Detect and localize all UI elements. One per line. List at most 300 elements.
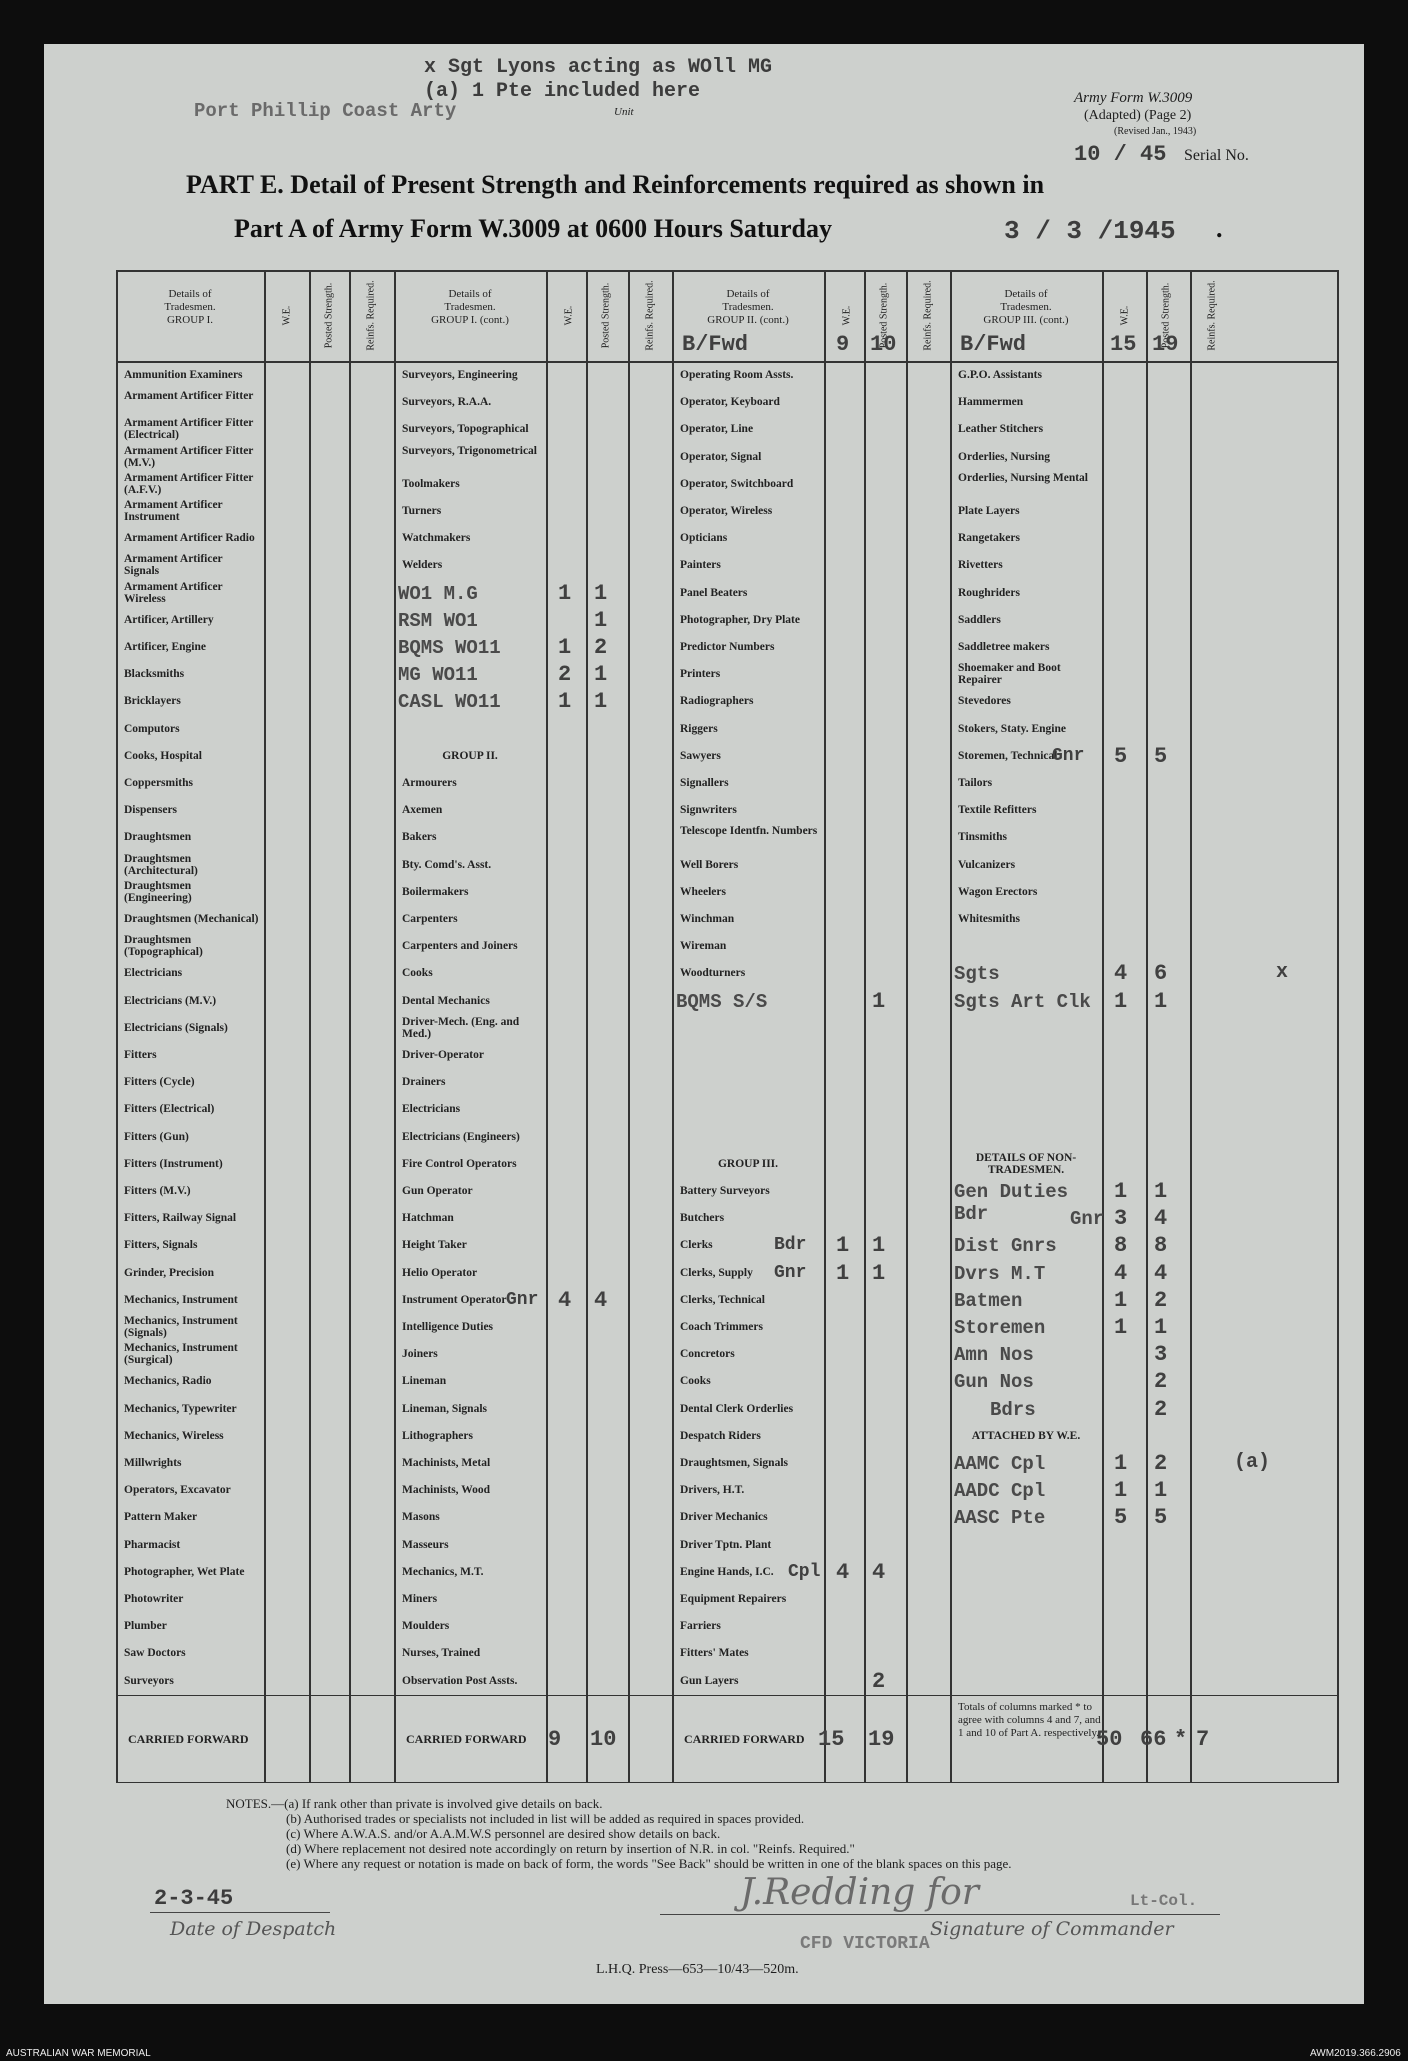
we-value: 5 xyxy=(1114,1505,1128,1531)
we-value: 4 xyxy=(558,1287,572,1313)
title-line-1: PART E. Detail of Present Strength and Reinforcements required as shown in xyxy=(186,170,1045,199)
row-label-g2: Gun Operator xyxy=(402,1185,473,1197)
note-d: (d) Where replacement not desired note accordingly on return by insertion of N.R. in col. "Reinfs. Required." xyxy=(286,1841,855,1856)
row-label-g4: Tailors xyxy=(958,777,993,789)
row-label-g2: Lineman xyxy=(402,1375,447,1388)
row-label-g1: Draughtsmen xyxy=(124,831,192,844)
row-label-g2: CASL WO11 xyxy=(398,691,501,714)
rank-mark: Gnr xyxy=(1052,745,1085,766)
column-header-we: W.E. xyxy=(281,305,292,326)
row-label-g4: Stokers, Staty. Engine xyxy=(958,722,1066,735)
row-label-g3: Telescope Identfn. Numbers xyxy=(680,825,818,838)
row-label-g3: Butchers xyxy=(680,1212,725,1225)
table-top-border xyxy=(116,270,1338,272)
row-label-g2: Mechanics, M.T. xyxy=(402,1565,484,1578)
row-label-g1: Operators, Excavator xyxy=(124,1484,231,1497)
row-label-g2: Toolmakers xyxy=(402,477,460,490)
table-header-border xyxy=(116,361,1338,363)
row-label-g4: AAMC Cpl xyxy=(954,1453,1046,1475)
row-label-g3: Winchman xyxy=(680,913,735,925)
row-label-g3: Driver Mechanics xyxy=(680,1511,768,1524)
row-label-g3: Clerks, Technical xyxy=(680,1293,765,1306)
carried-forward-label-g1: CARRIED FORWARD xyxy=(128,1731,249,1746)
row-label-g2: Watchmakers xyxy=(402,532,471,545)
posted-value: 1 xyxy=(1154,1478,1168,1504)
row-label-g4: Wagon Erectors xyxy=(958,885,1038,898)
sgts-mark: x xyxy=(1276,961,1289,985)
row-label-g3: Operator, Wireless xyxy=(680,505,773,517)
posted-value: 2 xyxy=(1154,1396,1168,1422)
we-value: 3 xyxy=(1114,1206,1128,1232)
posted-value: 4 xyxy=(1154,1260,1168,1286)
column-divider xyxy=(672,270,674,1783)
row-label-g1: Bricklayers xyxy=(124,695,181,708)
note-e: (e) Where any request or notation is made on back of form, the words "See Back" should be written in one of the blank spaces on this page. xyxy=(286,1856,1012,1871)
strength-table xyxy=(116,270,1338,1783)
row-label-g4: Rangetakers xyxy=(958,532,1020,545)
row-label-g4: G.P.O. Assistants xyxy=(958,369,1042,381)
column-header-details: Details of Tradesmen. GROUP I. xyxy=(164,288,216,326)
totals-value: 7 xyxy=(1196,1726,1210,1752)
row-label-g1: Mechanics, Instrument (Signals) xyxy=(124,1315,238,1339)
row-label-g2: Nurses, Trained xyxy=(402,1647,481,1660)
column-header-reinfs: Reinfs. Required. xyxy=(922,280,934,351)
bfwd-label-g2: B/Fwd xyxy=(682,332,749,357)
posted-value: 1 xyxy=(1154,1179,1168,1204)
row-label-g3: Signallers xyxy=(680,777,729,789)
despatch-label: Date of Despatch xyxy=(170,1918,337,1940)
row-label-g4: Roughriders xyxy=(958,586,1020,599)
row-label-g3: Dental Clerk Orderlies xyxy=(680,1402,794,1415)
column-header-we: W.E. xyxy=(563,305,574,326)
row-label-g1: Pattern Maker xyxy=(124,1511,198,1524)
row-label-g3: Operator, Switchboard xyxy=(680,477,794,490)
posted-value: 1 xyxy=(872,1233,886,1259)
row-label-g1: Artificer, Artillery xyxy=(124,613,214,626)
row-label-g3: Operating Room Assts. xyxy=(680,369,794,381)
row-label-g4: Stevedores xyxy=(958,695,1011,708)
row-label-g3: Operator, Signal xyxy=(680,450,762,463)
totals-note: Totals of columns marked * to agree with columns 4 and 7, and 1 and 10 of Part A. respectively. xyxy=(958,1700,1101,1739)
despatch-date: 2-3-45 xyxy=(154,1886,234,1911)
row-label-g1: Fitters (Cycle) xyxy=(124,1076,195,1089)
column-header-reinfs: Reinfs. Required. xyxy=(1206,280,1218,351)
row-label-g1: Artificer, Engine xyxy=(124,641,206,653)
rank-mark: Gnr xyxy=(506,1289,539,1310)
bfwd-we-g3: 15 xyxy=(1110,332,1137,357)
title-end: . xyxy=(1216,214,1223,243)
posted-value: 2 xyxy=(1154,1287,1168,1313)
row-label-g1: Dispensers xyxy=(124,804,178,817)
we-value: 4 xyxy=(1114,1260,1128,1286)
row-label-g4: Gnr xyxy=(1070,1208,1105,1231)
row-label-g4: Sgts Art Clk xyxy=(954,990,1091,1013)
column-divider xyxy=(264,270,266,1783)
row-label-g3: Clerks xyxy=(680,1239,713,1252)
row-label-g1: Mechanics, Instrument (Surgical) xyxy=(124,1342,238,1367)
we-value: 1 xyxy=(1114,1179,1128,1204)
carried-forward-value: 15 xyxy=(818,1726,845,1752)
row-label-g3: Woodturners xyxy=(680,967,746,980)
row-label-g3: Photographer, Dry Plate xyxy=(680,613,800,626)
column-divider xyxy=(1102,270,1104,1783)
row-label-g4: Leather Stitchers xyxy=(958,423,1044,436)
posted-value: 4 xyxy=(1154,1206,1168,1232)
posted-value: 1 xyxy=(594,689,608,715)
posted-value: 8 xyxy=(1154,1233,1168,1259)
we-value: 1 xyxy=(558,689,572,715)
row-label-g3: Coach Trimmers xyxy=(680,1321,763,1333)
row-label-g2: Drainers xyxy=(402,1076,446,1089)
posted-value: 5 xyxy=(1154,743,1168,769)
row-label-g2: MG WO11 xyxy=(398,664,478,687)
posted-value: 1 xyxy=(872,1260,886,1286)
row-label-g1: Saw Doctors xyxy=(124,1647,186,1660)
we-value: 8 xyxy=(1114,1233,1128,1259)
row-label-g3: Drivers, H.T. xyxy=(680,1484,745,1497)
row-label-g3: Battery Surveyors xyxy=(680,1185,770,1197)
press-line: L.H.Q. Press—653—10/43—520m. xyxy=(596,1962,799,1977)
row-label-g4: Hammermen xyxy=(958,396,1024,409)
we-value: 1 xyxy=(1114,1478,1128,1504)
row-label-g1: Blacksmiths xyxy=(124,668,185,681)
row-label-g2: Bty. Comd's. Asst. xyxy=(402,858,492,871)
column-header-we: W.E. xyxy=(1119,305,1130,326)
row-label-g1: Armament Artificer Fitter xyxy=(124,390,254,403)
row-label-g1: Armament Artificer Fitter (A.F.V.) xyxy=(124,471,254,496)
row-label-g3: Clerks, Supply xyxy=(680,1266,753,1279)
carried-forward-label-g2: CARRIED FORWARD xyxy=(406,1731,527,1746)
row-label-g1: Fitters, Railway Signal xyxy=(124,1212,237,1225)
posted-value: 1 xyxy=(594,662,608,688)
row-label-g3: Panel Beaters xyxy=(680,586,748,599)
row-label-g4: Dist Gnrs xyxy=(954,1235,1057,1258)
column-header-reinfs: Reinfs. Required. xyxy=(644,280,656,351)
column-header-posted: Posted Strength. xyxy=(600,282,612,349)
column-divider xyxy=(628,270,630,1783)
row-label-g3: Riggers xyxy=(680,722,718,735)
posted-value: 1 xyxy=(1154,1315,1168,1340)
row-label-g4: Textile Refitters xyxy=(958,804,1037,817)
posted-value: 2 xyxy=(872,1668,886,1694)
row-label-g3: Operator, Keyboard xyxy=(680,396,780,409)
typed-note-2: (a) 1 Pte included here xyxy=(424,80,701,103)
row-label-g2: GROUP II. xyxy=(442,749,498,762)
row-label-g1: Millwrights xyxy=(124,1457,182,1469)
rank-mark: Bdr xyxy=(774,1235,807,1256)
row-label-g2: Masons xyxy=(402,1511,440,1524)
row-label-g2: Armourers xyxy=(402,777,457,789)
row-label-g1: Pharmacist xyxy=(124,1538,181,1551)
row-label-g3: Operator, Line xyxy=(680,423,754,436)
totals-value: 50 xyxy=(1096,1726,1123,1752)
row-label-g3: BQMS S/S xyxy=(676,990,768,1013)
row-label-g4: Bdrs xyxy=(990,1398,1036,1421)
row-label-g2: Turners xyxy=(402,505,442,517)
table-bottom-border xyxy=(116,1782,1338,1784)
row-label-g4: Gun Nos xyxy=(954,1371,1034,1394)
row-label-g1: Ammunition Examiners xyxy=(124,369,243,381)
row-label-g2: WO1 M.G xyxy=(398,582,478,605)
row-label-g3: Draughtsmen, Signals xyxy=(680,1457,788,1469)
row-label-g3: Driver Tptn. Plant xyxy=(680,1538,772,1551)
we-value: 1 xyxy=(836,1233,850,1259)
carried-forward-label-g3: CARRIED FORWARD xyxy=(684,1731,805,1746)
posted-value: 1 xyxy=(872,988,886,1014)
row-label-g2: Bakers xyxy=(402,831,437,844)
posted-value: 3 xyxy=(1154,1342,1168,1368)
row-label-g1: Armament Artificer Fitter (Electrical) xyxy=(124,417,254,442)
row-label-g1: Photographer, Wet Plate xyxy=(124,1565,245,1578)
posted-value: 4 xyxy=(594,1287,608,1313)
posted-value: 1 xyxy=(594,580,608,606)
row-label-g4: Whitesmiths xyxy=(958,913,1020,925)
row-label-g2: Observation Post Assts. xyxy=(402,1674,518,1687)
title-line-2: Part A of Army Form W.3009 at 0600 Hours Saturday xyxy=(234,214,832,243)
row-label-g1: Draughtsmen (Engineering) xyxy=(124,879,192,904)
row-label-g1: Grinder, Precision xyxy=(124,1266,215,1279)
row-label-g2: Carpenters and Joiners xyxy=(402,940,518,953)
row-label-g4: Sgts xyxy=(954,963,1000,986)
row-label-g1: Electricians xyxy=(124,967,183,980)
row-label-g2: Height Taker xyxy=(402,1239,467,1252)
footer-left: AUSTRALIAN WAR MEMORIAL xyxy=(6,2048,151,2059)
row-label-g2: Carpenters xyxy=(402,913,458,925)
row-label-g4: Dvrs M.T xyxy=(954,1262,1046,1285)
row-label-g1: Draughtsmen (Topographical) xyxy=(124,934,203,959)
table-cf-border xyxy=(116,1695,1338,1697)
row-label-g3: Well Borers xyxy=(680,858,739,871)
row-label-g1: Photowriter xyxy=(124,1593,184,1605)
row-label-g1: Mechanics, Wireless xyxy=(124,1429,224,1442)
column-divider xyxy=(309,270,311,1783)
posted-value: 2 xyxy=(1154,1451,1168,1476)
signature-label: Signature of Commander xyxy=(930,1918,1174,1940)
row-label-g1: Coppersmiths xyxy=(124,777,194,789)
column-divider xyxy=(586,270,588,1783)
row-label-g2: Driver-Operator xyxy=(402,1049,484,1061)
row-label-g1: Electricians (Signals) xyxy=(124,1021,228,1034)
row-label-g2: Lineman, Signals xyxy=(402,1402,487,1415)
signature-stamp: CFD VICTORIA xyxy=(800,1934,930,1954)
row-label-g1: Mechanics, Radio xyxy=(124,1375,212,1388)
table-right-border xyxy=(1337,270,1339,1783)
row-label-g4: Storemen xyxy=(954,1317,1046,1339)
carried-forward-value: 19 xyxy=(868,1726,895,1752)
row-label-g3: Signwriters xyxy=(680,804,737,817)
row-label-g1: Fitters (Gun) xyxy=(124,1130,189,1143)
footer-right: AWM2019.366.2906 xyxy=(1310,2048,1401,2059)
row-label-g1: Fitters (Electrical) xyxy=(124,1103,215,1116)
column-divider xyxy=(864,270,866,1783)
row-label-g2: Lithographers xyxy=(402,1429,473,1442)
row-label-g3: Wireman xyxy=(680,940,727,953)
row-label-g4: Plate Layers xyxy=(958,505,1020,517)
row-label-g1: Plumber xyxy=(124,1620,167,1633)
column-divider xyxy=(906,270,908,1783)
we-value: 2 xyxy=(558,662,572,688)
row-label-g1: Mechanics, Instrument xyxy=(124,1293,238,1306)
row-label-g2: Electricians xyxy=(402,1103,461,1116)
column-header-details: Details of Tradesmen. GROUP II. (cont.) xyxy=(707,288,789,326)
carried-forward-value: 10 xyxy=(590,1726,617,1752)
row-label-g1: Electricians (M.V.) xyxy=(124,994,217,1007)
row-label-g1: Fitters (M.V.) xyxy=(124,1185,191,1197)
row-label-g1: Fitters (Instrument) xyxy=(124,1157,223,1170)
column-header-posted: Posted Strength. xyxy=(1160,282,1172,349)
row-label-g2: Hatchman xyxy=(402,1212,454,1225)
row-label-g3: Farriers xyxy=(680,1620,721,1633)
row-label-g2: Moulders xyxy=(402,1620,450,1633)
column-header-reinfs: Reinfs. Required. xyxy=(365,280,377,351)
signature-scrawl: J.Redding for xyxy=(740,1872,979,1913)
row-label-g3: Despatch Riders xyxy=(680,1429,761,1442)
row-label-g2: Instrument Operator xyxy=(402,1293,507,1306)
serial-label: Serial No. xyxy=(1184,147,1249,164)
we-value: 1 xyxy=(836,1260,850,1286)
row-label-g2: Intelligence Duties xyxy=(402,1321,494,1333)
row-label-g2: Machinists, Wood xyxy=(402,1484,490,1497)
note-b: (b) Authorised trades or specialists not included in list will be added as required in spaces provided. xyxy=(286,1811,805,1826)
row-label-g2: BQMS WO11 xyxy=(398,637,501,659)
we-value: 1 xyxy=(558,580,572,606)
we-value: 1 xyxy=(1114,988,1128,1014)
row-label-g1: Armament Artificer Instrument xyxy=(124,499,223,523)
column-header-we: W.E. xyxy=(841,305,852,326)
row-label-g3: Predictor Numbers xyxy=(680,641,775,653)
row-label-g2: Fire Control Operators xyxy=(402,1157,517,1170)
row-label-g1: Mechanics, Typewriter xyxy=(124,1402,237,1415)
totals-value: * xyxy=(1174,1726,1188,1752)
row-label-g2: RSM WO1 xyxy=(398,609,478,632)
column-header-posted: Posted Strength. xyxy=(323,282,335,349)
row-label-g4: ATTACHED BY W.E. xyxy=(971,1429,1081,1442)
row-label-g1: Fitters, Signals xyxy=(124,1239,198,1252)
row-label-g3: Concretors xyxy=(680,1348,735,1361)
note-c: (c) Where A.W.A.S. and/or A.A.M.W.S personnel are desired show details on back. xyxy=(286,1826,721,1841)
despatch-line xyxy=(150,1912,330,1913)
posted-value: 4 xyxy=(872,1559,886,1585)
row-label-g2: Machinists, Metal xyxy=(402,1457,491,1469)
row-label-g2: Cooks xyxy=(402,967,433,980)
row-label-g4: DETAILS OF NON-TRADESMEN. xyxy=(975,1151,1077,1176)
column-header-details: Details of Tradesmen. GROUP III. (cont.) xyxy=(983,288,1069,326)
row-label-g4: AADC Cpl xyxy=(954,1480,1046,1503)
bfwd-posted-g2: 10 xyxy=(870,332,897,357)
row-label-g2: Masseurs xyxy=(402,1538,449,1551)
column-divider xyxy=(1190,270,1192,1783)
posted-value: 6 xyxy=(1154,961,1168,987)
row-label-g2: Surveyors, R.A.A. xyxy=(402,396,492,409)
column-divider xyxy=(824,270,826,1783)
posted-value: 2 xyxy=(594,635,608,660)
row-label-g1: Armament Artificer Wireless xyxy=(124,580,223,605)
row-label-g2: Electricians (Engineers) xyxy=(402,1130,520,1143)
row-label-g4: Batmen xyxy=(954,1289,1023,1312)
row-label-g3: Fitters' Mates xyxy=(680,1647,749,1660)
column-divider xyxy=(1146,270,1148,1783)
bfwd-label-g3: B/Fwd xyxy=(960,332,1027,357)
row-label-g3: Cooks xyxy=(680,1375,711,1388)
row-label-g2: Axemen xyxy=(402,804,443,817)
row-label-g1: Draughtsmen (Architectural) xyxy=(124,852,198,877)
row-label-g2: Surveyors, Trigonometrical xyxy=(402,444,537,457)
row-label-g3: Engine Hands, I.C. xyxy=(680,1565,774,1578)
column-divider xyxy=(950,270,952,1783)
signature-rank: Lt-Col. xyxy=(1130,1892,1198,1910)
row-label-g1: Armament Artificer Radio xyxy=(124,532,255,545)
posted-value: 5 xyxy=(1154,1505,1168,1531)
serial-value: 10 / 45 xyxy=(1074,142,1167,167)
form-adapted: (Adapted) (Page 2) xyxy=(1084,108,1192,123)
attached-mark: (a) xyxy=(1234,1451,1271,1474)
row-label-g4: Saddletree makers xyxy=(958,641,1050,653)
rank-mark: Gnr xyxy=(774,1262,807,1283)
row-label-g4: Shoemaker and Boot Repairer xyxy=(958,662,1061,687)
signature-line xyxy=(660,1914,1220,1915)
column-divider xyxy=(394,270,396,1783)
bfwd-we-g2: 9 xyxy=(836,332,850,357)
row-label-g3: Radiographers xyxy=(680,695,754,708)
row-label-g2: Boilermakers xyxy=(402,885,469,898)
posted-value: 1 xyxy=(594,607,608,633)
row-label-g3: Painters xyxy=(680,559,721,572)
row-label-g3: Sawyers xyxy=(680,749,721,762)
row-label-g2: Joiners xyxy=(402,1348,438,1361)
column-header-details: Details of Tradesmen. GROUP I. (cont.) xyxy=(431,288,509,326)
we-value: 1 xyxy=(1114,1315,1128,1340)
unit-name: Port Phillip Coast Arty xyxy=(194,100,457,122)
we-value: 1 xyxy=(1114,1287,1128,1313)
posted-value: 1 xyxy=(1154,988,1168,1014)
row-label-g2: Surveyors, Engineering xyxy=(402,369,518,381)
column-divider xyxy=(349,270,351,1783)
row-label-g1: Computors xyxy=(124,722,180,735)
row-label-g3: GROUP III. xyxy=(717,1157,779,1170)
row-label-g3: Printers xyxy=(680,668,721,681)
table-left-border xyxy=(116,270,118,1783)
row-label-g1: Surveyors xyxy=(124,1674,174,1687)
we-value: 1 xyxy=(1114,1451,1128,1476)
row-label-g4: Gen Duties Bdr xyxy=(954,1181,1069,1225)
unit-label: Unit xyxy=(614,106,634,118)
rank-mark: Cpl xyxy=(788,1561,821,1582)
typed-note-1: x Sgt Lyons acting as WOll MG xyxy=(424,56,773,79)
row-label-g4: Amn Nos xyxy=(954,1344,1034,1367)
carried-forward-value: 9 xyxy=(548,1726,562,1752)
row-label-g2: Dental Mechanics xyxy=(402,994,490,1007)
we-value: 4 xyxy=(836,1559,850,1585)
row-label-g4: Orderlies, Nursing xyxy=(958,450,1050,463)
row-label-g1: Draughtsmen (Mechanical) xyxy=(124,913,259,925)
row-label-g1: Cooks, Hospital xyxy=(124,749,202,762)
row-label-g4: Tinsmiths xyxy=(958,831,1008,844)
totals-value: 66 xyxy=(1140,1726,1167,1752)
row-label-g1: Armament Artificer Signals xyxy=(124,553,223,578)
row-label-g2: Helio Operator xyxy=(402,1266,478,1279)
row-label-g4: AASC Pte xyxy=(954,1507,1046,1530)
we-value: 5 xyxy=(1114,743,1128,769)
form-revised: (Revised Jan., 1943) xyxy=(1114,126,1197,137)
row-label-g3: Equipment Repairers xyxy=(680,1593,787,1605)
row-label-g4: Storemen, Technical xyxy=(958,749,1058,762)
row-label-g1: Armament Artificer Fitter (M.V.) xyxy=(124,444,254,469)
row-label-g4: Rivetters xyxy=(958,559,1003,572)
posted-value: 2 xyxy=(1154,1369,1168,1395)
column-header-posted: Posted Strength. xyxy=(878,282,890,349)
row-label-g1: Fitters xyxy=(124,1049,157,1061)
column-divider xyxy=(546,270,548,1783)
